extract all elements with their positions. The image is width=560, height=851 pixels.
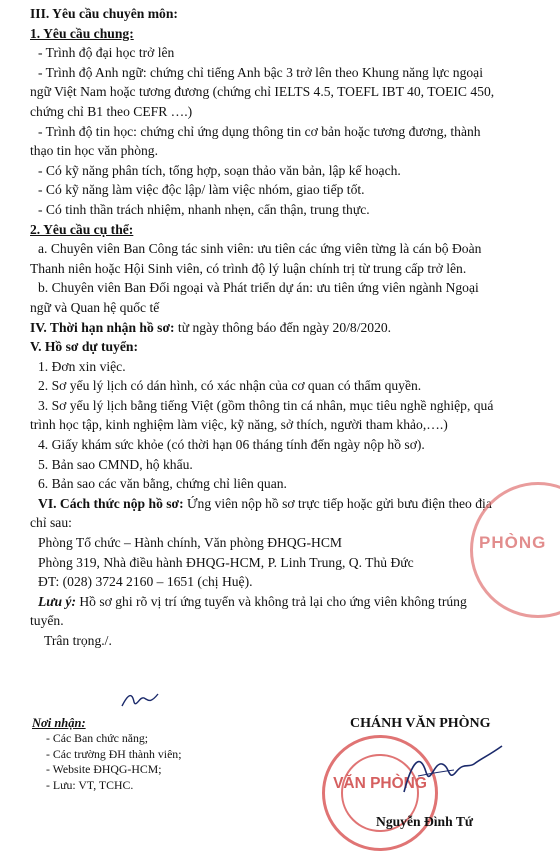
specific-item: a. Chuyên viên Ban Công tác sinh viên: ưu tiên các ứng viên từng là cán bộ Đoàn xyxy=(38,241,482,257)
general-item: - Có kỹ năng phân tích, tổng hợp, soạn thảo văn bản, lập kế hoạch. xyxy=(38,162,401,178)
initial-signature-icon xyxy=(120,688,160,712)
address-line: ĐT: (028) 3724 2160 – 1651 (chị Huệ). xyxy=(38,574,253,590)
document-item: 3. Sơ yếu lý lịch bằng tiếng Việt (gồm thông tin cá nhân, mục tiêu nghề nghiệp, quá xyxy=(38,397,494,413)
section-4-heading: IV. Thời hạn nhận hồ sơ: xyxy=(30,319,175,335)
section-4-text: từ ngày thông báo đến ngày 20/8/2020. xyxy=(174,319,392,335)
general-item-cont: chứng chỉ B1 theo CEFR ….) xyxy=(30,103,193,119)
recipient-item: - Các Ban chức năng; xyxy=(46,731,149,746)
stamp-edge-text: PHÒNG xyxy=(479,533,547,552)
handwritten-signature-icon xyxy=(398,742,508,802)
recipient-item: - Website ĐHQG-HCM; xyxy=(46,762,162,777)
recipient-item: - Lưu: VT, TCHC. xyxy=(46,777,134,792)
recipient-item: - Các trường ĐH thành viên; xyxy=(46,746,182,761)
specific-item: b. Chuyên viên Ban Đối ngoại và Phát triển dự án: ưu tiên ứng viên ngành Ngoại xyxy=(38,280,479,296)
seal-text: VĂN PHÒNG xyxy=(333,775,427,792)
recipients-heading: Nơi nhận: xyxy=(32,716,86,730)
document-item: 4. Giấy khám sức khỏe (có thời hạn 06 tháng tính đến ngày nộp hồ sơ). xyxy=(38,437,425,453)
section-6-text-cont: chỉ sau: xyxy=(30,515,72,531)
note-label: Lưu ý: xyxy=(38,593,76,609)
address-line: Phòng 319, Nhà điều hành ĐHQG-HCM, P. Linh Trung, Q. Thủ Đức xyxy=(38,554,414,570)
section-4 xyxy=(30,318,548,338)
document-item: 6. Bản sao các văn bằng, chứng chỉ liên quan. xyxy=(38,476,287,492)
signer-title: CHÁNH VĂN PHÒNG xyxy=(350,716,491,731)
closing: Trân trọng./. xyxy=(44,633,112,648)
general-item: - Có kỹ năng làm việc độc lập/ làm việc nhóm, giao tiếp tốt. xyxy=(38,182,365,198)
document-item: 5. Bản sao CMND, hộ khẩu. xyxy=(38,456,193,472)
document-item: 1. Đơn xin việc. xyxy=(38,358,126,374)
signer-name: Nguyễn Đình Tứ xyxy=(376,814,474,829)
section-6-text: Ứng viên nộp hồ sơ trực tiếp hoặc gửi bưu điện theo địa xyxy=(183,495,492,511)
specific-item-cont: Thanh niên hoặc Hội Sinh viên, có trình độ lý luận chính trị từ trung cấp trở lên. xyxy=(30,260,467,276)
section-3-heading: III. Yêu cầu chuyên môn: xyxy=(30,6,178,21)
note-text: Hồ sơ ghi rõ vị trí ứng tuyển và không trả lại cho ứng viên không trúng xyxy=(75,593,467,609)
specific-requirements-heading: 2. Yêu cầu cụ thể: xyxy=(30,221,134,237)
recipients xyxy=(32,716,262,793)
general-requirements-heading: 1. Yêu cầu chung: xyxy=(30,25,134,41)
specific-item-cont: ngữ và Quan hệ quốc tế xyxy=(30,299,160,315)
document-item-cont: trình học tập, kinh nghiệm làm việc, kỹ năng, sở thích, người tham khảo,….) xyxy=(30,417,448,433)
general-item: - Trình độ Anh ngữ: chứng chỉ tiếng Anh bậc 3 trở lên theo Khung năng lực ngoại xyxy=(38,64,483,80)
note xyxy=(30,592,548,612)
section-6-heading: VI. Cách thức nộp hồ sơ: xyxy=(38,495,184,511)
general-item: - Trình độ đại học trở lên xyxy=(38,45,175,61)
general-item-cont: ngữ Việt Nam hoặc tương đương (chứng chỉ IELTS 4.5, TOEFL IBT 40, TOEIC 450, xyxy=(30,84,495,100)
general-item-cont: thạo tin học văn phòng. xyxy=(30,143,158,159)
document-item: 2. Sơ yếu lý lịch có dán hình, có xác nhận của cơ quan có thẩm quyền. xyxy=(38,378,422,394)
address-line: Phòng Tổ chức – Hành chính, Văn phòng ĐHQG-HCM xyxy=(38,535,343,551)
general-item: - Có tinh thần trách nhiệm, nhanh nhẹn, cẩn thận, trung thực. xyxy=(38,201,370,217)
general-item: - Trình độ tin học: chứng chỉ ứng dụng thông tin cơ bản hoặc tương đương, thành xyxy=(38,123,481,139)
section-6 xyxy=(30,494,548,514)
section-5-heading: V. Hồ sơ dự tuyển: xyxy=(30,339,138,355)
note-text-cont: tuyển. xyxy=(30,613,64,629)
